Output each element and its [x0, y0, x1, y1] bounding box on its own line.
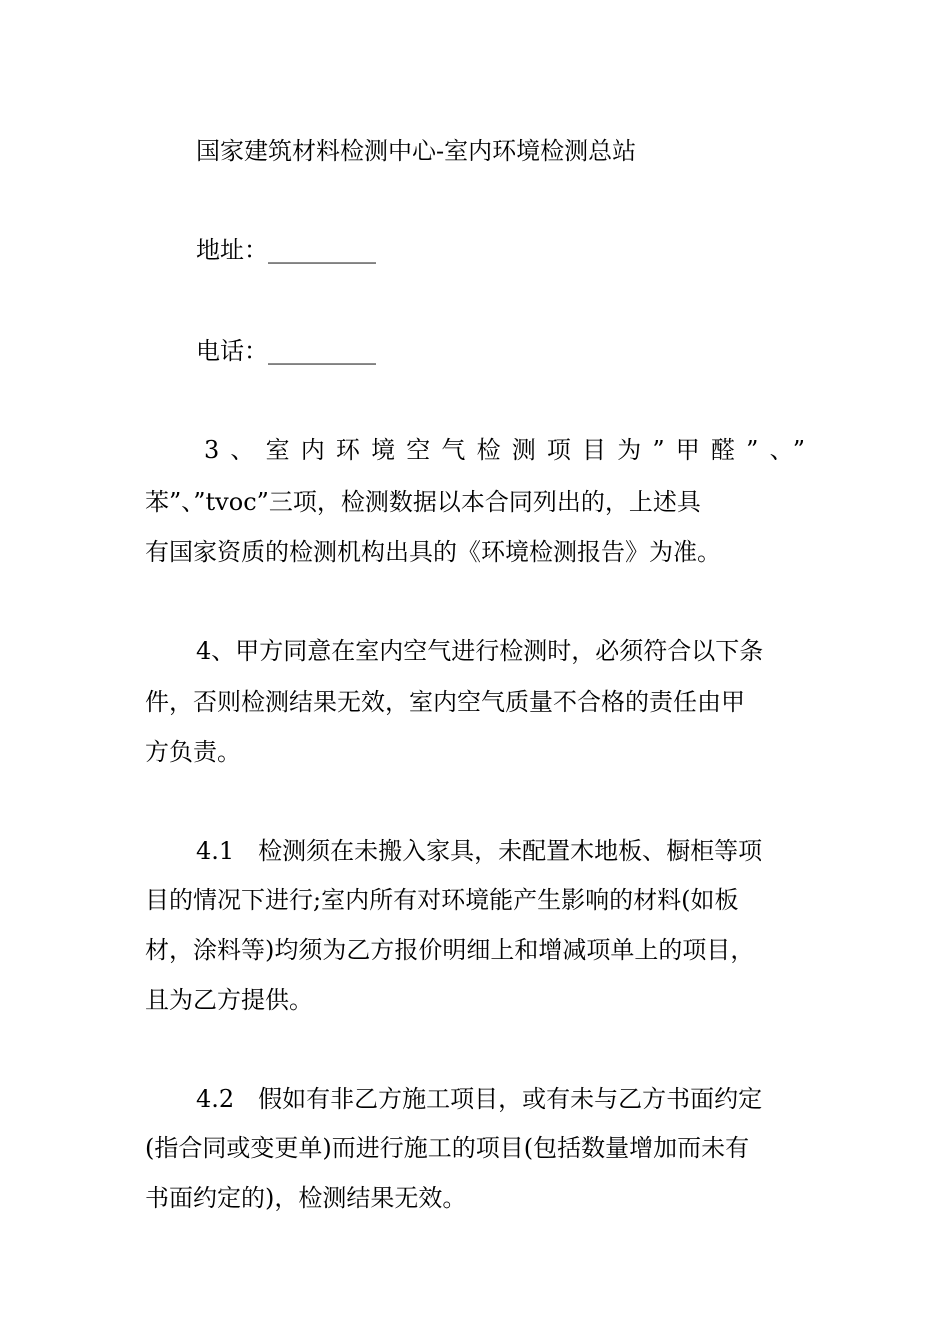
clause-4-1-line-3: 材，涂料等)均须为乙方报价明细上和增减项单上的项目，: [145, 936, 755, 964]
clause-4-line-1: 4、甲方同意在室内空气进行检测时，必须符合以下条: [196, 637, 764, 665]
clause-4-2-line-1: 4.2 假如有非乙方施工项目，或有未与乙方书面约定: [196, 1085, 763, 1113]
clause-4-1-line-1: 4.1 检测须在未搬入家具，未配置木地板、橱柜等项: [196, 837, 763, 865]
clause-4-2-line-2: (指合同或变更单)而进行施工的项目(包括数量增加而未有: [145, 1134, 750, 1162]
clause-3-line-2: 苯”、”tvoc”三项，检测数据以本合同列出的，上述具: [145, 488, 701, 516]
clause-4-line-3: 方负责。: [145, 738, 241, 766]
phone-line: 电话：_________: [196, 337, 376, 365]
clause-4-1-line-4: 且为乙方提供。: [145, 986, 313, 1014]
clause-3-line-3: 有国家资质的检测机构出具的《环境检测报告》为准。: [145, 538, 721, 566]
clause-4-1-line-2: 目的情况下进行;室内所有对环境能产生影响的材料(如板: [145, 886, 739, 914]
clause-3-line-1: 3、室内环境空气检测项目为”甲醛”、”: [204, 436, 805, 464]
organization-heading: 国家建筑材料检测中心-室内环境检测总站: [196, 137, 637, 165]
clause-4-line-2: 件，否则检测结果无效，室内空气质量不合格的责任由甲: [145, 688, 745, 716]
clause-4-2-line-3: 书面约定的)，检测结果无效。: [145, 1184, 467, 1212]
address-line: 地址：_________: [196, 236, 376, 264]
